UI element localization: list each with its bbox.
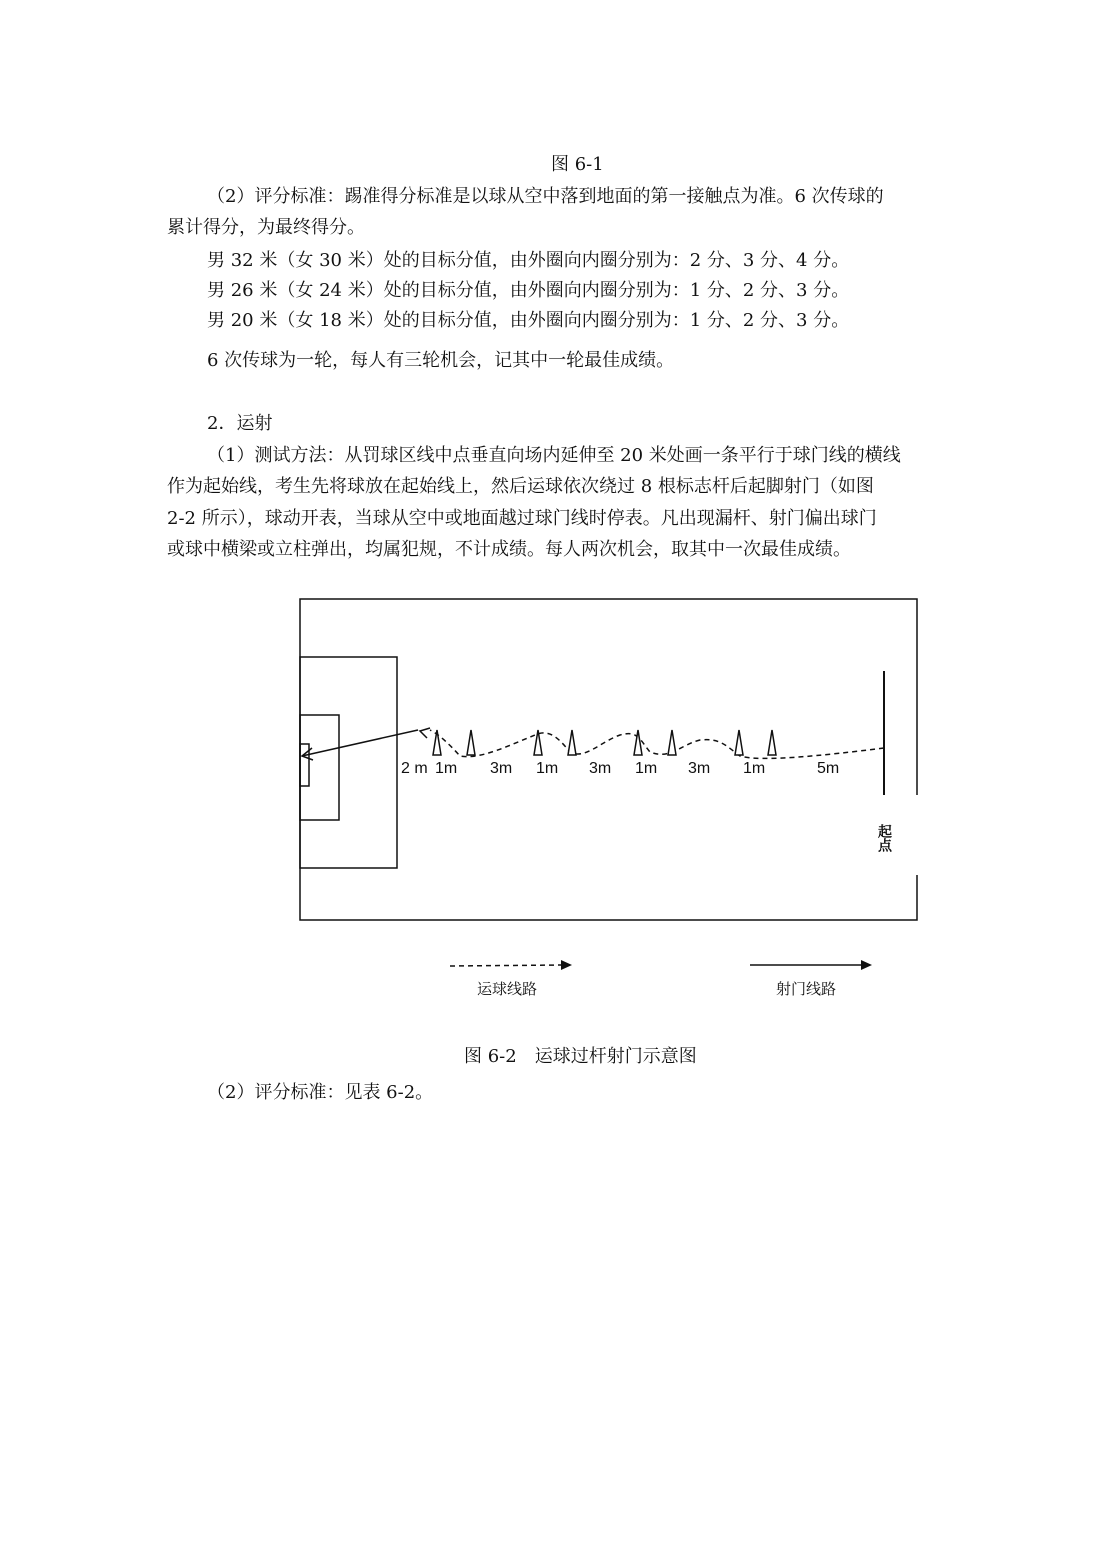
shot-path [302, 730, 418, 756]
pole-icon [634, 730, 642, 755]
pole-icon [768, 730, 776, 755]
legend-shot-label: 射门线路 [776, 980, 837, 998]
paragraph: 累计得分，为最终得分。 [167, 217, 365, 238]
paragraph: 作为起始线，考生先将球放在起始线上，然后运球依次绕过 8 根标志杆后起脚射门（如图 [167, 476, 874, 497]
legend-dribble-label: 运球线路 [477, 980, 538, 998]
penalty-area [300, 657, 397, 868]
paragraph: 男 20 米（女 18 米）处的目标分值，由外圈向内圈分别为：1 分、2 分、3 分。 [207, 310, 850, 331]
goal-area [300, 715, 339, 820]
figure-caption-6-1: 图 6-1 [551, 154, 604, 175]
distance-label: 5m [817, 760, 840, 777]
paragraph: 男 26 米（女 24 米）处的目标分值，由外圈向内圈分别为：1 分、2 分、3 分。 [207, 280, 850, 301]
paragraph: （2）评分标准：见表 6-2。 [207, 1082, 434, 1103]
start-point-label: 起点 [877, 824, 893, 852]
figure-caption-6-2: 图 6-2 运球过杆射门示意图 [464, 1046, 697, 1067]
paragraph: 6 次传球为一轮，每人有三轮机会，记其中一轮最佳成绩。 [207, 350, 675, 371]
paragraph: 或球中横梁或立柱弹出，均属犯规，不计成绩。每人两次机会，取其中一次最佳成绩。 [167, 539, 851, 560]
distance-label: 2 m [401, 760, 428, 777]
distance-label: 3m [688, 760, 711, 777]
distance-label: 1m [743, 760, 766, 777]
dribble-arrowhead [420, 728, 430, 738]
paragraph: （2）评分标准：踢准得分标准是以球从空中落到地面的第一接触点为准。6 次传球的 [207, 186, 884, 207]
distance-label: 1m [536, 760, 559, 777]
distance-label: 3m [589, 760, 612, 777]
distance-label: 1m [635, 760, 658, 777]
section-heading: 2．运射 [207, 413, 273, 434]
pole-icon [668, 730, 676, 755]
distance-label: 1m [435, 760, 458, 777]
pole-icon [735, 730, 743, 755]
dribble-path [430, 730, 884, 758]
paragraph: 2-2 所示），球动开表，当球从空中或地面越过球门线时停表。凡出现漏杆、射门偏出球门 [167, 508, 877, 529]
arrow-icon [561, 960, 572, 970]
arrow-icon [861, 960, 872, 970]
goal [300, 744, 309, 786]
paragraph: 男 32 米（女 30 米）处的目标分值，由外圈向内圈分别为：2 分、3 分、4 分。 [207, 250, 850, 271]
legend-dribble-line [450, 965, 562, 966]
pole-icon [467, 730, 475, 755]
paragraph: （1）测试方法：从罚球区线中点垂直向场内延伸至 20 米处画一条平行于球门线的横线 [207, 445, 901, 466]
distance-label: 3m [490, 760, 513, 777]
pole-icon [433, 730, 441, 755]
pole-icon [568, 730, 576, 755]
